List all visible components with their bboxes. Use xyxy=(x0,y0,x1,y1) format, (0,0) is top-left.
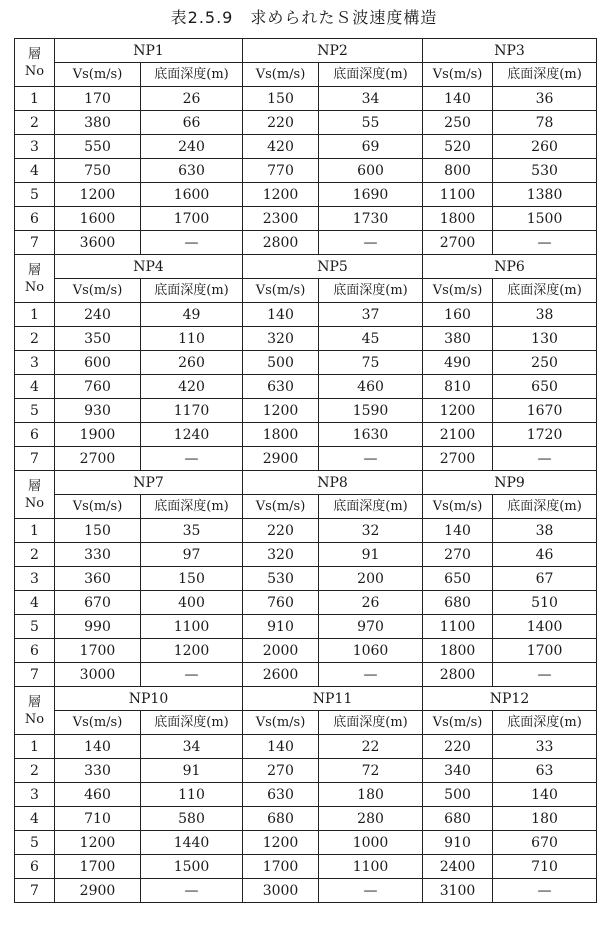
vs-column-header: Vs(m/s) xyxy=(55,279,141,303)
layer-number: 7 xyxy=(15,663,55,687)
vs-value: 1700 xyxy=(243,855,319,879)
column-header-row xyxy=(15,711,597,735)
depth-value: 110 xyxy=(141,327,243,351)
depth-value: 55 xyxy=(319,111,423,135)
vs-column-header: Vs(m/s) xyxy=(243,279,319,303)
layer-header-no: No xyxy=(24,711,45,727)
table-caption: 表2.5.9 求められたＳ波速度構造 xyxy=(170,8,438,27)
layer-number: 1 xyxy=(15,303,55,327)
depth-value: 1500 xyxy=(141,855,243,879)
depth-value: 530 xyxy=(493,159,597,183)
depth-value: 1440 xyxy=(141,831,243,855)
vs-value: 360 xyxy=(55,567,141,591)
layer-number: 4 xyxy=(15,159,55,183)
vs-value: 1200 xyxy=(243,399,319,423)
depth-value: 67 xyxy=(493,567,597,591)
vs-column-header: Vs(m/s) xyxy=(423,711,493,735)
vs-column-header: Vs(m/s) xyxy=(423,63,493,87)
vs-value: 320 xyxy=(243,327,319,351)
depth-value: 1500 xyxy=(493,207,597,231)
layer-number: 3 xyxy=(15,351,55,375)
vs-column-header: Vs(m/s) xyxy=(423,495,493,519)
vs-value: 1800 xyxy=(423,639,493,663)
layer-header-label: 層 xyxy=(27,46,41,62)
depth-value: 34 xyxy=(141,735,243,759)
vs-value: 1600 xyxy=(55,207,141,231)
vs-value: 910 xyxy=(423,831,493,855)
depth-value: 26 xyxy=(141,87,243,111)
table-row xyxy=(15,399,597,423)
site-name: NP2 xyxy=(243,39,423,63)
layer-header-no: No xyxy=(24,495,45,511)
vs-value: 750 xyxy=(55,159,141,183)
site-name: NP11 xyxy=(243,687,423,711)
table-row xyxy=(15,591,597,615)
vs-value: 250 xyxy=(423,111,493,135)
depth-value: 36 xyxy=(493,87,597,111)
depth-value: 26 xyxy=(319,591,423,615)
depth-value: 250 xyxy=(493,351,597,375)
vs-value: 760 xyxy=(55,375,141,399)
depth-value: 46 xyxy=(493,543,597,567)
vs-value: 1100 xyxy=(423,615,493,639)
vs-column-header: Vs(m/s) xyxy=(55,711,141,735)
vs-value: 140 xyxy=(243,303,319,327)
depth-value: 630 xyxy=(141,159,243,183)
vs-value: 320 xyxy=(243,543,319,567)
layer-number: 4 xyxy=(15,807,55,831)
depth-value: 1590 xyxy=(319,399,423,423)
vs-value: 140 xyxy=(423,519,493,543)
velocity-structure-table xyxy=(14,38,597,903)
depth-value: 32 xyxy=(319,519,423,543)
depth-value: 49 xyxy=(141,303,243,327)
depth-value: 670 xyxy=(493,831,597,855)
vs-value: 630 xyxy=(243,783,319,807)
vs-value: 1200 xyxy=(243,831,319,855)
depth-value: 1670 xyxy=(493,399,597,423)
depth-value: 260 xyxy=(141,351,243,375)
depth-column-header: 底面深度(m) xyxy=(319,495,423,519)
depth-value: 37 xyxy=(319,303,423,327)
depth-value: 280 xyxy=(319,807,423,831)
depth-value: 66 xyxy=(141,111,243,135)
depth-column-header: 底面深度(m) xyxy=(141,495,243,519)
vs-value: 3000 xyxy=(55,663,141,687)
layer-number: 6 xyxy=(15,855,55,879)
depth-column-header: 底面深度(m) xyxy=(493,495,597,519)
table-row xyxy=(15,759,597,783)
depth-value: 1170 xyxy=(141,399,243,423)
vs-column-header: Vs(m/s) xyxy=(55,495,141,519)
depth-column-header: 底面深度(m) xyxy=(319,711,423,735)
depth-value: 34 xyxy=(319,87,423,111)
layer-header-label: 層 xyxy=(27,694,41,710)
layer-header-no: No xyxy=(24,279,45,295)
vs-value: 1900 xyxy=(55,423,141,447)
column-header-row xyxy=(15,495,597,519)
vs-value: 2800 xyxy=(423,663,493,687)
depth-value: — xyxy=(141,879,243,903)
depth-value: 35 xyxy=(141,519,243,543)
layer-number: 1 xyxy=(15,519,55,543)
depth-value: 130 xyxy=(493,327,597,351)
depth-value: 1400 xyxy=(493,615,597,639)
vs-value: 530 xyxy=(243,567,319,591)
site-name: NP1 xyxy=(55,39,243,63)
depth-value: 78 xyxy=(493,111,597,135)
site-header-row xyxy=(15,471,597,495)
vs-value: 1100 xyxy=(423,183,493,207)
vs-value: 2700 xyxy=(423,231,493,255)
vs-value: 1700 xyxy=(55,639,141,663)
layer-number: 6 xyxy=(15,639,55,663)
vs-value: 330 xyxy=(55,543,141,567)
vs-value: 220 xyxy=(243,111,319,135)
table-row xyxy=(15,159,597,183)
site-name: NP3 xyxy=(423,39,597,63)
table-row xyxy=(15,567,597,591)
layer-header-no: No xyxy=(24,63,45,79)
vs-value: 140 xyxy=(423,87,493,111)
vs-value: 2700 xyxy=(423,447,493,471)
vs-value: 150 xyxy=(243,87,319,111)
depth-value: 1000 xyxy=(319,831,423,855)
vs-value: 2100 xyxy=(423,423,493,447)
table-row xyxy=(15,183,597,207)
layer-number: 1 xyxy=(15,87,55,111)
depth-column-header: 底面深度(m) xyxy=(319,63,423,87)
site-name: NP10 xyxy=(55,687,243,711)
table-row xyxy=(15,639,597,663)
layer-header xyxy=(15,255,55,303)
depth-value: 91 xyxy=(141,759,243,783)
vs-value: 350 xyxy=(55,327,141,351)
layer-number: 3 xyxy=(15,567,55,591)
site-header-row xyxy=(15,39,597,63)
depth-value: 710 xyxy=(493,855,597,879)
depth-value: 110 xyxy=(141,783,243,807)
table-row xyxy=(15,855,597,879)
vs-value: 2900 xyxy=(243,447,319,471)
vs-value: 380 xyxy=(423,327,493,351)
vs-value: 2800 xyxy=(243,231,319,255)
table-row xyxy=(15,519,597,543)
vs-value: 150 xyxy=(55,519,141,543)
vs-column-header: Vs(m/s) xyxy=(243,495,319,519)
vs-value: 680 xyxy=(423,807,493,831)
layer-header-label: 層 xyxy=(27,262,41,278)
depth-value: — xyxy=(319,879,423,903)
vs-value: 160 xyxy=(423,303,493,327)
depth-value: — xyxy=(493,663,597,687)
vs-value: 240 xyxy=(55,303,141,327)
column-header-row xyxy=(15,63,597,87)
table-row xyxy=(15,735,597,759)
site-header-row xyxy=(15,687,597,711)
depth-column-header: 底面深度(m) xyxy=(493,63,597,87)
vs-value: 270 xyxy=(423,543,493,567)
vs-value: 220 xyxy=(423,735,493,759)
layer-number: 7 xyxy=(15,447,55,471)
layer-header xyxy=(15,39,55,87)
depth-value: 45 xyxy=(319,327,423,351)
layer-number: 2 xyxy=(15,759,55,783)
vs-value: 3600 xyxy=(55,231,141,255)
table-row xyxy=(15,207,597,231)
table-row xyxy=(15,351,597,375)
vs-value: 1200 xyxy=(243,183,319,207)
vs-value: 990 xyxy=(55,615,141,639)
layer-header xyxy=(15,471,55,519)
vs-value: 1200 xyxy=(423,399,493,423)
depth-value: 1200 xyxy=(141,639,243,663)
site-header-row xyxy=(15,255,597,279)
layer-number: 4 xyxy=(15,375,55,399)
depth-value: 33 xyxy=(493,735,597,759)
layer-number: 7 xyxy=(15,231,55,255)
depth-value: 63 xyxy=(493,759,597,783)
depth-value: 970 xyxy=(319,615,423,639)
depth-value: — xyxy=(493,879,597,903)
depth-value: — xyxy=(141,447,243,471)
depth-value: 1690 xyxy=(319,183,423,207)
vs-value: 270 xyxy=(243,759,319,783)
table-row xyxy=(15,447,597,471)
vs-value: 2400 xyxy=(423,855,493,879)
layer-number: 2 xyxy=(15,327,55,351)
site-name: NP8 xyxy=(243,471,423,495)
vs-value: 500 xyxy=(243,351,319,375)
depth-value: — xyxy=(493,447,597,471)
column-header-row xyxy=(15,279,597,303)
depth-value: — xyxy=(319,447,423,471)
depth-value: 1700 xyxy=(141,207,243,231)
depth-value: — xyxy=(319,231,423,255)
table-row xyxy=(15,327,597,351)
depth-value: 1380 xyxy=(493,183,597,207)
vs-value: 1200 xyxy=(55,831,141,855)
vs-column-header: Vs(m/s) xyxy=(243,711,319,735)
depth-value: 1060 xyxy=(319,639,423,663)
vs-value: 3100 xyxy=(423,879,493,903)
table-row xyxy=(15,231,597,255)
vs-value: 490 xyxy=(423,351,493,375)
site-name: NP7 xyxy=(55,471,243,495)
vs-value: 550 xyxy=(55,135,141,159)
depth-value: 650 xyxy=(493,375,597,399)
vs-value: 630 xyxy=(243,375,319,399)
vs-value: 420 xyxy=(243,135,319,159)
depth-column-header: 底面深度(m) xyxy=(493,711,597,735)
vs-value: 800 xyxy=(423,159,493,183)
table-row xyxy=(15,543,597,567)
vs-value: 520 xyxy=(423,135,493,159)
depth-value: 420 xyxy=(141,375,243,399)
vs-value: 330 xyxy=(55,759,141,783)
layer-number: 6 xyxy=(15,207,55,231)
depth-value: — xyxy=(141,231,243,255)
vs-value: 380 xyxy=(55,111,141,135)
depth-value: 1600 xyxy=(141,183,243,207)
depth-value: 72 xyxy=(319,759,423,783)
table-row xyxy=(15,831,597,855)
depth-value: 400 xyxy=(141,591,243,615)
vs-value: 1700 xyxy=(55,855,141,879)
vs-column-header: Vs(m/s) xyxy=(55,63,141,87)
vs-value: 220 xyxy=(243,519,319,543)
layer-number: 2 xyxy=(15,111,55,135)
table-row xyxy=(15,87,597,111)
site-name: NP12 xyxy=(423,687,597,711)
vs-value: 3000 xyxy=(243,879,319,903)
vs-value: 770 xyxy=(243,159,319,183)
table-row xyxy=(15,663,597,687)
vs-value: 930 xyxy=(55,399,141,423)
vs-value: 2900 xyxy=(55,879,141,903)
vs-value: 600 xyxy=(55,351,141,375)
site-name: NP9 xyxy=(423,471,597,495)
depth-value: 38 xyxy=(493,303,597,327)
depth-value: 580 xyxy=(141,807,243,831)
layer-header xyxy=(15,687,55,735)
depth-column-header: 底面深度(m) xyxy=(493,279,597,303)
depth-value: 240 xyxy=(141,135,243,159)
depth-value: — xyxy=(319,663,423,687)
depth-value: 600 xyxy=(319,159,423,183)
vs-value: 910 xyxy=(243,615,319,639)
depth-value: 180 xyxy=(493,807,597,831)
depth-value: 38 xyxy=(493,519,597,543)
depth-value: 1700 xyxy=(493,639,597,663)
table-row xyxy=(15,303,597,327)
layer-header-label: 層 xyxy=(27,478,41,494)
table-row xyxy=(15,423,597,447)
site-name: NP6 xyxy=(423,255,597,279)
vs-column-header: Vs(m/s) xyxy=(243,63,319,87)
vs-column-header: Vs(m/s) xyxy=(423,279,493,303)
layer-number: 1 xyxy=(15,735,55,759)
depth-value: 150 xyxy=(141,567,243,591)
depth-value: 1720 xyxy=(493,423,597,447)
depth-column-header: 底面深度(m) xyxy=(319,279,423,303)
vs-value: 670 xyxy=(55,591,141,615)
table-row xyxy=(15,375,597,399)
depth-value: 69 xyxy=(319,135,423,159)
depth-value: 200 xyxy=(319,567,423,591)
depth-value: 1100 xyxy=(141,615,243,639)
vs-value: 170 xyxy=(55,87,141,111)
table-row xyxy=(15,807,597,831)
vs-value: 680 xyxy=(243,807,319,831)
layer-number: 3 xyxy=(15,783,55,807)
depth-value: 1240 xyxy=(141,423,243,447)
vs-value: 500 xyxy=(423,783,493,807)
vs-value: 810 xyxy=(423,375,493,399)
vs-value: 1800 xyxy=(423,207,493,231)
layer-number: 4 xyxy=(15,591,55,615)
vs-value: 650 xyxy=(423,567,493,591)
depth-value: 140 xyxy=(493,783,597,807)
vs-value: 1800 xyxy=(243,423,319,447)
depth-value: 97 xyxy=(141,543,243,567)
vs-value: 710 xyxy=(55,807,141,831)
depth-value: 460 xyxy=(319,375,423,399)
depth-value: 260 xyxy=(493,135,597,159)
layer-number: 7 xyxy=(15,879,55,903)
vs-value: 2300 xyxy=(243,207,319,231)
depth-value: 1630 xyxy=(319,423,423,447)
table-row xyxy=(15,615,597,639)
depth-value: 22 xyxy=(319,735,423,759)
depth-value: 180 xyxy=(319,783,423,807)
depth-column-header: 底面深度(m) xyxy=(141,63,243,87)
vs-value: 1200 xyxy=(55,183,141,207)
layer-number: 2 xyxy=(15,543,55,567)
depth-value: 91 xyxy=(319,543,423,567)
vs-value: 140 xyxy=(55,735,141,759)
layer-number: 5 xyxy=(15,399,55,423)
table-row xyxy=(15,111,597,135)
site-name: NP5 xyxy=(243,255,423,279)
layer-number: 5 xyxy=(15,615,55,639)
table-row xyxy=(15,783,597,807)
depth-value: 1730 xyxy=(319,207,423,231)
depth-value: 510 xyxy=(493,591,597,615)
depth-value: — xyxy=(493,231,597,255)
depth-value: — xyxy=(141,663,243,687)
layer-number: 3 xyxy=(15,135,55,159)
vs-value: 680 xyxy=(423,591,493,615)
table-row xyxy=(15,135,597,159)
table-row xyxy=(15,879,597,903)
vs-value: 2600 xyxy=(243,663,319,687)
vs-value: 140 xyxy=(243,735,319,759)
layer-number: 5 xyxy=(15,831,55,855)
depth-column-header: 底面深度(m) xyxy=(141,711,243,735)
vs-value: 2700 xyxy=(55,447,141,471)
depth-column-header: 底面深度(m) xyxy=(141,279,243,303)
vs-value: 2000 xyxy=(243,639,319,663)
site-name: NP4 xyxy=(55,255,243,279)
vs-value: 460 xyxy=(55,783,141,807)
depth-value: 75 xyxy=(319,351,423,375)
depth-value: 1100 xyxy=(319,855,423,879)
layer-number: 5 xyxy=(15,183,55,207)
layer-number: 6 xyxy=(15,423,55,447)
vs-value: 340 xyxy=(423,759,493,783)
vs-value: 760 xyxy=(243,591,319,615)
